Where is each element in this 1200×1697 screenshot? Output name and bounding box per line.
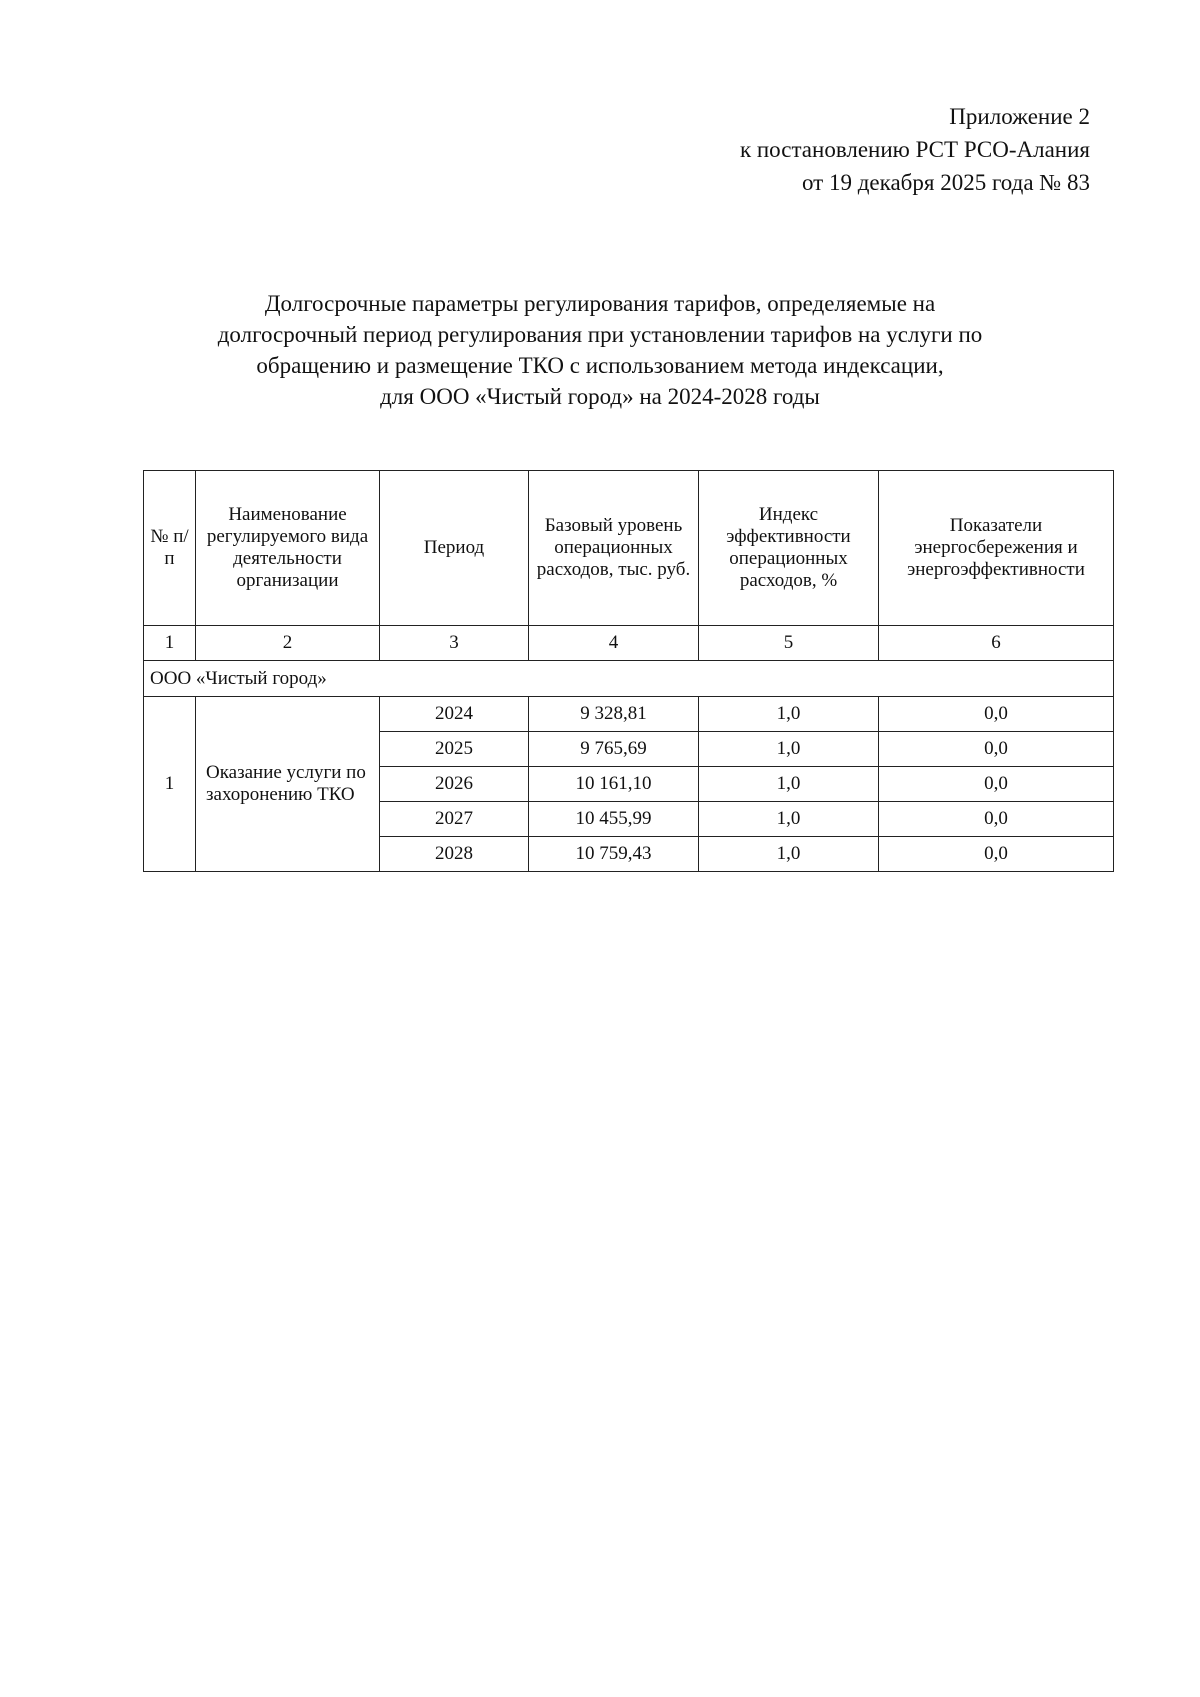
header-cell-activity: Наименование регулируемого вида деятельности организации — [196, 471, 380, 626]
title-line-4: для ООО «Чистый город» на 2024-2028 годы — [380, 384, 820, 409]
energy-indicator-cell: 0,0 — [879, 767, 1114, 802]
base-level-cell: 10 759,43 — [529, 837, 699, 872]
base-level-cell: 10 161,10 — [529, 767, 699, 802]
document-title — [0, 288, 1200, 412]
column-number-row — [144, 626, 1114, 661]
column-number: 6 — [879, 626, 1114, 661]
column-number: 3 — [380, 626, 529, 661]
period-cell: 2028 — [380, 837, 529, 872]
energy-indicator-cell: 0,0 — [879, 732, 1114, 767]
parameters-table — [143, 470, 1114, 872]
efficiency-index-cell: 1,0 — [699, 767, 879, 802]
base-level-cell: 9 328,81 — [529, 697, 699, 732]
activity-name: Оказание услуги по захоронению ТКО — [196, 697, 380, 872]
energy-indicator-cell: 0,0 — [879, 697, 1114, 732]
efficiency-index-cell: 1,0 — [699, 802, 879, 837]
column-number: 4 — [529, 626, 699, 661]
period-cell: 2027 — [380, 802, 529, 837]
table-header-row — [144, 471, 1114, 626]
energy-indicator-cell: 0,0 — [879, 802, 1114, 837]
header-cell-base-level: Базовый уровень операционных расходов, тыс. руб. — [529, 471, 699, 626]
column-number: 5 — [699, 626, 879, 661]
organization-row — [144, 661, 1114, 697]
energy-indicator-cell: 0,0 — [879, 837, 1114, 872]
efficiency-index-cell: 1,0 — [699, 837, 879, 872]
header-cell-efficiency-index: Индекс эффективности операционных расходов, % — [699, 471, 879, 626]
efficiency-index-cell: 1,0 — [699, 732, 879, 767]
annex-line-2: к постановлению РСТ РСО-Алания — [739, 137, 1090, 162]
annex-header — [740, 100, 1090, 199]
annex-line-1: Приложение 2 — [949, 104, 1090, 129]
title-line-1: Долгосрочные параметры регулирования тарифов, определяемые на — [264, 291, 936, 316]
row-number: 1 — [144, 697, 196, 872]
organization-name: ООО «Чистый город» — [144, 661, 1114, 697]
column-number: 1 — [144, 626, 196, 661]
header-cell-period: Период — [380, 471, 529, 626]
column-number: 2 — [196, 626, 380, 661]
period-cell: 2024 — [380, 697, 529, 732]
annex-line-3: от 19 декабря 2025 года № 83 — [801, 170, 1090, 195]
base-level-cell: 9 765,69 — [529, 732, 699, 767]
header-cell-energy-indicators: Показатели энергосбережения и энергоэффективности — [879, 471, 1114, 626]
title-line-3: обращению и размещение ТКО с использованием метода индексации, — [256, 353, 944, 378]
period-cell: 2026 — [380, 767, 529, 802]
title-line-2: долгосрочный период регулирования при установлении тарифов на услуги по — [217, 322, 983, 347]
header-cell-number: № п/п — [144, 471, 196, 626]
table-row — [144, 697, 1114, 732]
base-level-cell: 10 455,99 — [529, 802, 699, 837]
efficiency-index-cell: 1,0 — [699, 697, 879, 732]
period-cell: 2025 — [380, 732, 529, 767]
